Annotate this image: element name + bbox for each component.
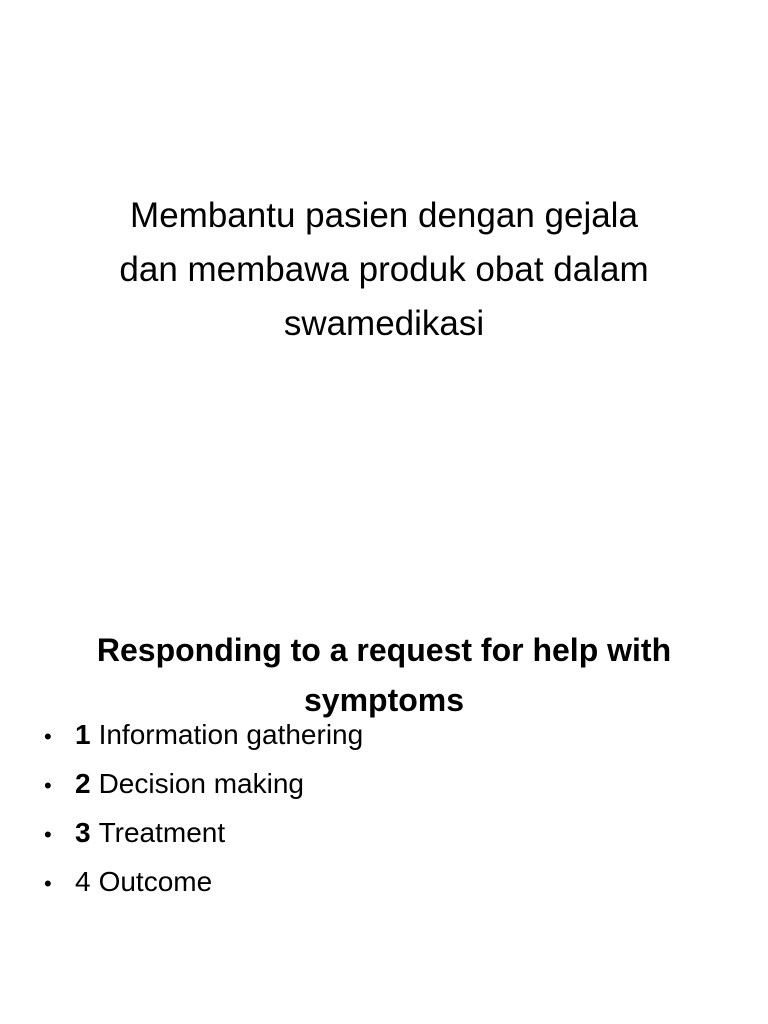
step-text: Information gathering (98, 719, 364, 750)
step-text: Decision making (98, 768, 304, 799)
bullet-icon: • (44, 822, 52, 847)
list-item (44, 857, 363, 906)
step-text: Treatment (98, 817, 226, 848)
list-item (44, 759, 363, 808)
bullet-icon: • (44, 724, 52, 749)
slide-1-title-line: dan membawa produk obat dalam (119, 250, 649, 290)
slide-2 (0, 576, 768, 1024)
step-number: 2 (75, 768, 91, 799)
step-text: Outcome (98, 866, 213, 897)
slide-1-title (40, 189, 728, 351)
bullet-icon: • (44, 871, 52, 896)
slide-2-title-line: Responding to a request for help with (96, 631, 672, 668)
bullet-icon: • (44, 773, 52, 798)
list-item (44, 808, 363, 857)
slide-2-title-line: symptoms (303, 681, 465, 718)
step-number: 3 (75, 817, 91, 848)
step-number: 4 (75, 866, 91, 897)
step-number: 1 (75, 719, 91, 750)
slide-1-title-line: Membantu pasien dengan gejala (130, 196, 638, 236)
slide-1-title-line: swamedikasi (283, 304, 485, 344)
list-item (44, 710, 363, 759)
steps-list (44, 710, 363, 906)
